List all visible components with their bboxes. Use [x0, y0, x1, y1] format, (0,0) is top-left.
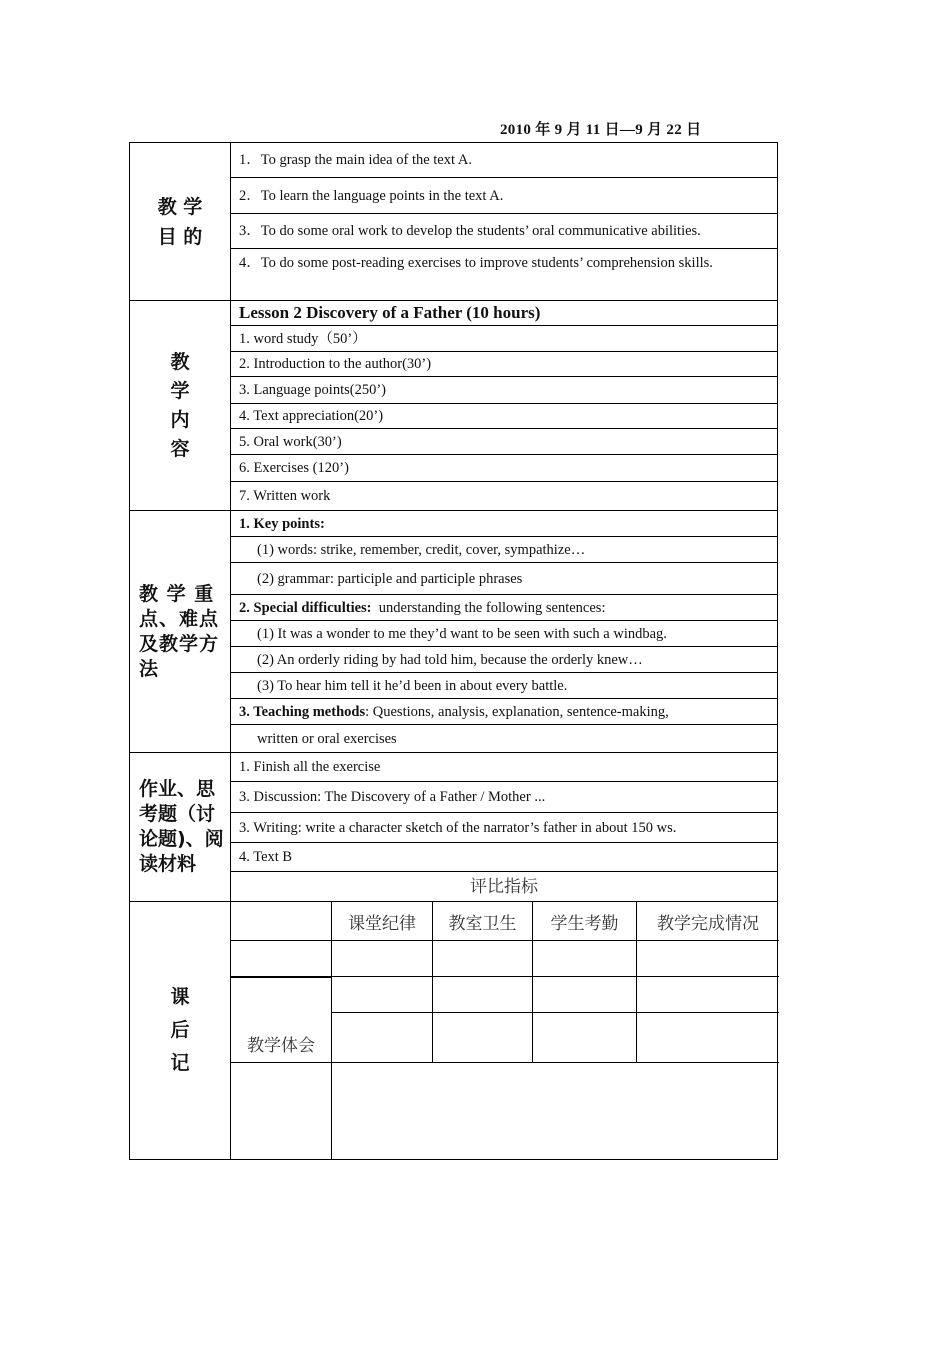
grid-cell: [231, 1063, 332, 1159]
keypoints-label: 教 学 重 点、难点 及教学方 法: [130, 511, 231, 753]
objective-row: 2．To learn the language points in the text A.: [231, 178, 777, 214]
content-item: 4. Text appreciation(20’): [231, 404, 777, 429]
evaluation-title: 评比指标: [231, 872, 777, 902]
homework-item: 3. Discussion: The Discovery of a Father / Mother ...: [231, 782, 777, 813]
reflection-label: 教学体会: [231, 977, 332, 1063]
special-difficulties-heading: 2. Special difficulties:: [239, 599, 372, 616]
key-point-grammar: (2) grammar: participle and participle phrases: [231, 563, 777, 595]
lesson-plan-table: [129, 142, 778, 1160]
homework-label: 作业、思 考题（讨 论题)、阅 读材料: [130, 753, 231, 902]
content-item: 1. word study（50’）: [231, 326, 777, 352]
lesson-title: Lesson 2 Discovery of a Father (10 hours): [231, 301, 777, 326]
difficulty-sentence: (2) An orderly riding by had told him, because the orderly knew…: [231, 647, 777, 673]
content-item: 5. Oral work(30’): [231, 429, 777, 455]
grid-cell: [433, 941, 533, 977]
grid-cell: [637, 941, 779, 977]
content-label: 教 学 内 容: [130, 301, 231, 511]
grid-cell: [637, 1013, 779, 1063]
special-difficulties-text: understanding the following sentences:: [378, 599, 606, 616]
header-attendance: 学生考勤: [533, 902, 637, 941]
header-discipline: 课堂纪律: [332, 902, 433, 941]
date-line: 2010 年 9 月 11 日—9 月 22 日: [500, 122, 702, 138]
key-points-heading: 1. Key points:: [231, 511, 777, 537]
difficulty-sentence: (3) To hear him tell it he’d been in about every battle.: [231, 673, 777, 699]
homework-item: 4. Text B: [231, 843, 777, 872]
grid-cell: [332, 1013, 433, 1063]
grid-cell: [433, 977, 533, 1013]
grid-cell: [332, 977, 433, 1013]
grid-cell: [231, 941, 332, 977]
content-item: 2. Introduction to the author(30’): [231, 352, 777, 377]
grid-cell: [231, 902, 332, 941]
teaching-methods-text: : Questions, analysis, explanation, sentence-making,: [365, 703, 669, 720]
afterclass-label: 课 后 记: [130, 902, 231, 1159]
homework-item: 1. Finish all the exercise: [231, 753, 777, 782]
key-point-words: (1) words: strike, remember, credit, cover, sympathize…: [231, 537, 777, 563]
header-completion: 教学完成情况: [637, 902, 779, 941]
teaching-methods-continued: written or oral exercises: [231, 725, 777, 753]
content-item: 7. Written work: [231, 482, 777, 511]
content-item: 6. Exercises (120’): [231, 455, 777, 482]
objectives-label: 教 学 目 的: [130, 143, 231, 301]
grid-cell: [533, 941, 637, 977]
objective-row: 4．To do some post-reading exercises to improve students’ comprehension skills.: [231, 249, 777, 301]
grid-cell: [433, 1013, 533, 1063]
special-difficulties-row: [231, 595, 777, 621]
reflection-area: [332, 1063, 779, 1159]
objective-row: 3．To do some oral work to develop the students’ oral communicative abilities.: [231, 214, 777, 249]
teaching-methods-heading: 3. Teaching methods: [239, 703, 366, 720]
difficulty-sentence: (1) It was a wonder to me they’d want to be seen with such a windbag.: [231, 621, 777, 647]
grid-cell: [533, 977, 637, 1013]
header-hygiene: 教室卫生: [433, 902, 533, 941]
grid-cell: [332, 941, 433, 977]
content-item: 3. Language points(250’): [231, 377, 777, 404]
grid-cell: [637, 977, 779, 1013]
objective-row: 1．To grasp the main idea of the text A.: [231, 143, 777, 178]
evaluation-grid: [231, 902, 777, 1159]
grid-cell: [533, 1013, 637, 1063]
teaching-methods-row: [231, 699, 777, 725]
homework-item: 3. Writing: write a character sketch of the narrator’s father in about 150 ws.: [231, 813, 777, 843]
